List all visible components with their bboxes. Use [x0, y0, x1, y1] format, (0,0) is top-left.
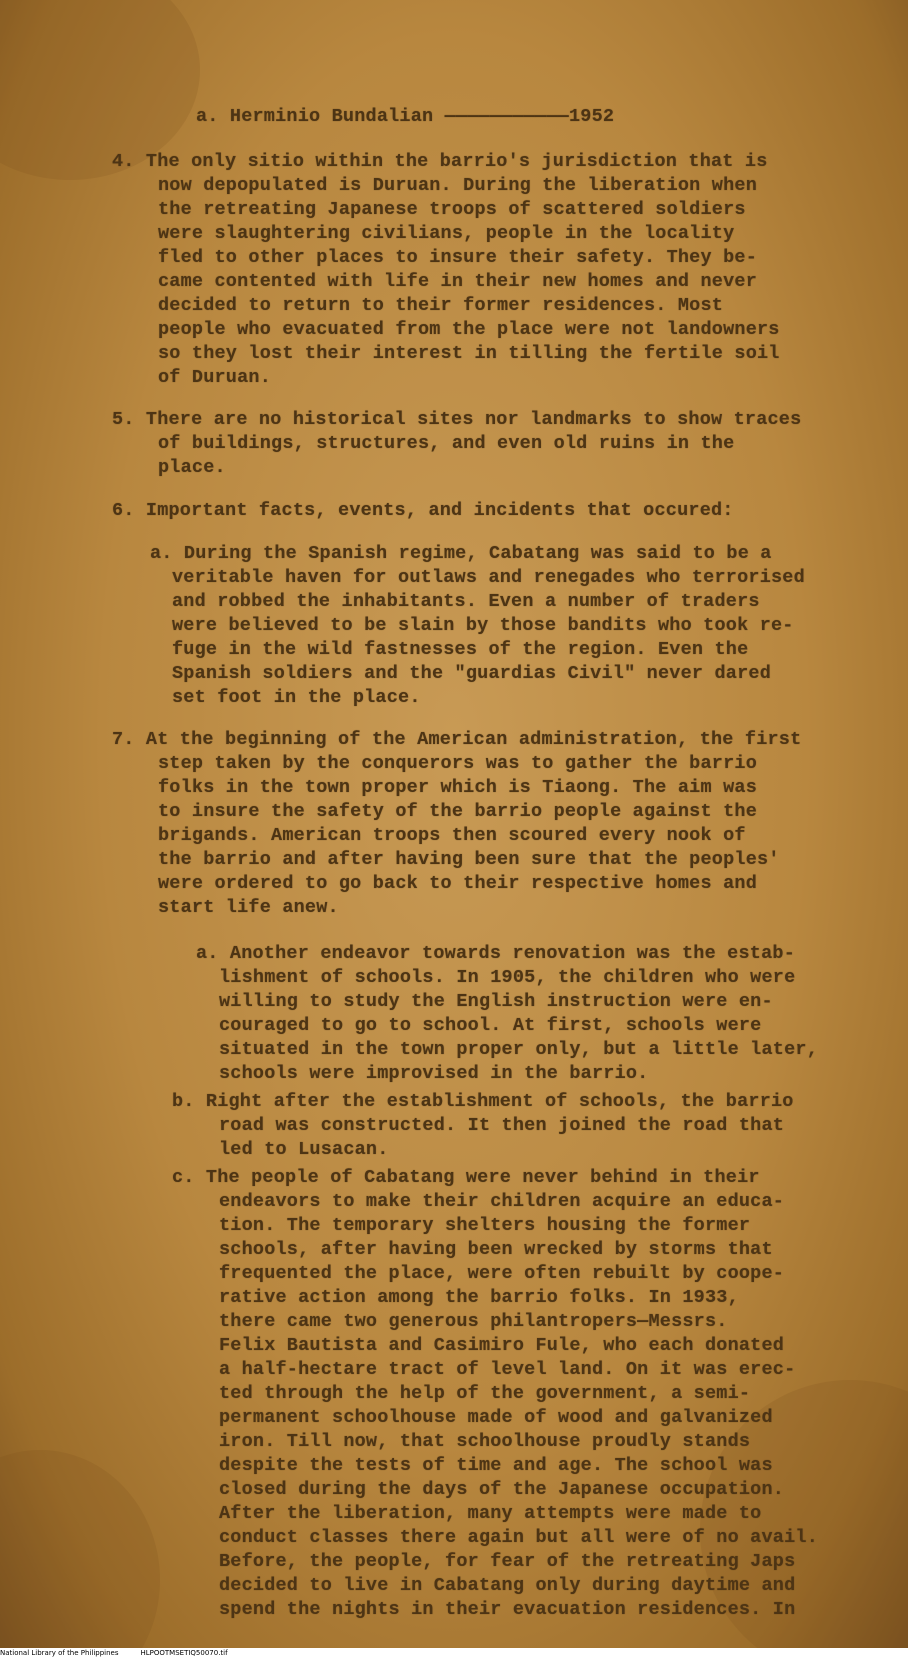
text-line: and robbed the inhabitants. Even a number of traders — [172, 591, 760, 612]
text-line: ted through the help of the government, a semi- — [219, 1383, 751, 1404]
text-line: permanent schoolhouse made of wood and galvanized — [219, 1407, 773, 1428]
text-line: start life anew. — [158, 897, 339, 918]
text-line: tion. The temporary shelters housing the former — [219, 1215, 751, 1236]
text-line: iron. Till now, that schoolhouse proudly stands — [219, 1431, 751, 1452]
text-line: brigands. American troops then scoured every nook of — [158, 825, 746, 846]
text-line: Felix Bautista and Casimiro Fule, who each donated — [219, 1335, 785, 1356]
text-line: so they lost their interest in tilling the fertile soil — [158, 343, 780, 364]
text-line: came contented with life in their new homes and never — [158, 271, 757, 292]
text-line: After the liberation, many attempts were made to — [219, 1503, 762, 1524]
text-line: rative action among the barrio folks. In 1933, — [219, 1287, 739, 1308]
text-line: people who evacuated from the place were not landowners — [158, 319, 780, 340]
text-line: conduct classes there again but all were of no avail. — [219, 1527, 818, 1548]
text-line: set foot in the place. — [172, 687, 421, 708]
file-name: HLPOOTMSETIQ50070.tif — [140, 1649, 228, 1657]
text-line: 7. At the beginning of the American administration, the first — [112, 729, 802, 750]
text-line: there came two generous philantropers—Messrs. — [219, 1311, 728, 1332]
text-line: despite the tests of time and age. The school was — [219, 1455, 773, 1476]
text-line: of Duruan. — [158, 367, 272, 388]
text-line: schools, after having been wrecked by storms that — [219, 1239, 773, 1260]
text-line: Before, the people, for fear of the retreating Japs — [219, 1551, 796, 1572]
text-line: b. Right after the establishment of schools, the barrio — [172, 1091, 794, 1112]
text-line: a half-hectare tract of level land. On it was erec- — [219, 1359, 796, 1380]
text-line: decided to return to their former residences. Most — [158, 295, 724, 316]
text-line: place. — [158, 457, 226, 478]
library-credit: National Library of the Philippines — [0, 1649, 119, 1657]
text-line: were believed to be slain by those bandits who took re- — [172, 615, 794, 636]
text-line: to insure the safety of the barrio people against the — [158, 801, 757, 822]
text-line: endeavors to make their children acquire an educa- — [219, 1191, 785, 1212]
text-line: fuge in the wild fastnesses of the region. Even the — [172, 639, 749, 660]
text-line: a. During the Spanish regime, Cabatang was said to be a — [150, 543, 772, 564]
text-line: closed during the days of the Japanese occupation. — [219, 1479, 785, 1500]
paper-stain — [0, 1450, 160, 1648]
text-line: spend the nights in their evacuation residences. In — [219, 1599, 796, 1620]
text-line: road was constructed. It then joined the road that — [219, 1115, 785, 1136]
text-line: couraged to go to school. At first, schools were — [219, 1015, 762, 1036]
text-line: willing to study the English instruction were en- — [219, 991, 773, 1012]
text-line: lishment of schools. In 1905, the children who were — [219, 967, 796, 988]
text-line: now depopulated is Duruan. During the liberation when — [158, 175, 757, 196]
text-line: a. Another endeavor towards renovation was the estab- — [196, 943, 795, 964]
text-line: were ordered to go back to their respective homes and — [158, 873, 757, 894]
text-line: were slaughtering civilians, people in the locality — [158, 223, 735, 244]
scan-footer — [0, 1648, 908, 1658]
text-line: the barrio and after having been sure that the peoples' — [158, 849, 780, 870]
text-line: 5. There are no historical sites nor landmarks to show traces — [112, 409, 802, 430]
text-line: frequented the place, were often rebuilt by coope- — [219, 1263, 785, 1284]
text-line: decided to live in Cabatang only during daytime and — [219, 1575, 796, 1596]
text-line: c. The people of Cabatang were never behind in their — [172, 1167, 760, 1188]
text-line: 4. The only sitio within the barrio's jurisdiction that is — [112, 151, 768, 172]
text-line: the retreating Japanese troops of scattered soldiers — [158, 199, 746, 220]
text-line: led to Lusacan. — [219, 1139, 389, 1160]
text-line: of buildings, structures, and even old ruins in the — [158, 433, 735, 454]
text-line: Spanish soldiers and the "guardias Civil" never dared — [172, 663, 771, 684]
text-line: schools were improvised in the barrio. — [219, 1063, 649, 1084]
text-line: step taken by the conquerors was to gather the barrio — [158, 753, 757, 774]
text-line: folks in the town proper which is Tiaong. The aim was — [158, 777, 757, 798]
document-header: a. Herminio Bundalian ———————————1952 — [196, 106, 615, 127]
text-line: 6. Important facts, events, and incidents that occured: — [112, 500, 734, 521]
text-line: situated in the town proper only, but a little later, — [219, 1039, 818, 1060]
text-line: veritable haven for outlaws and renegades who terrorised — [172, 567, 805, 588]
text-line: fled to other places to insure their safety. They be- — [158, 247, 757, 268]
